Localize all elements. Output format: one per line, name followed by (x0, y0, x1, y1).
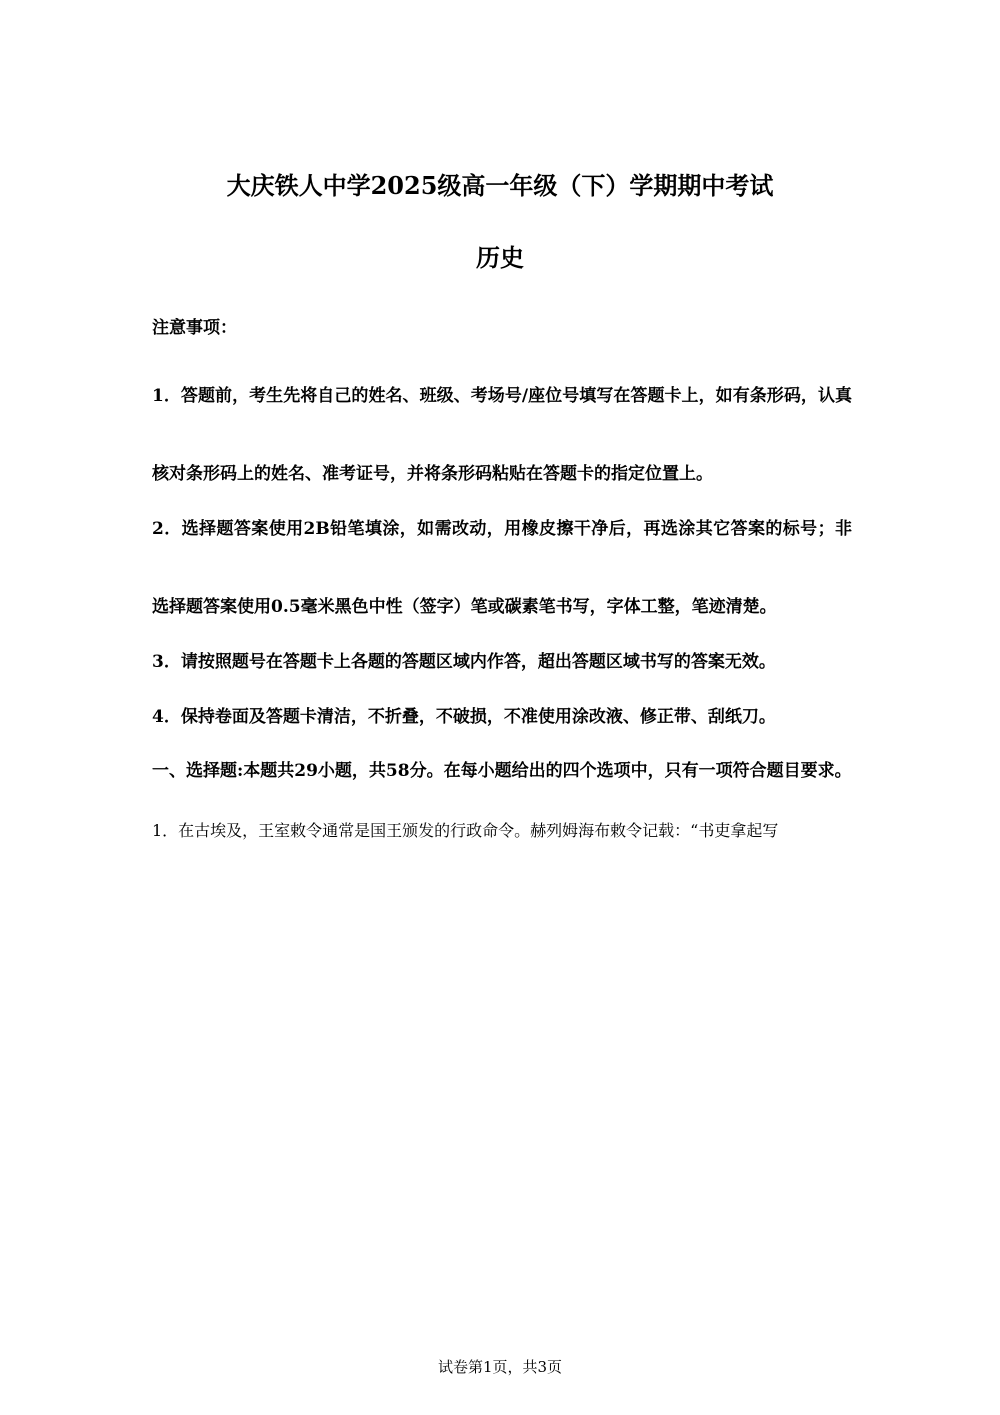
page-footer: 试卷第1页，共3页 (437, 1358, 563, 1376)
exam-body (152, 312, 852, 845)
notice-item-1: 1．答题前，考生先将自己的姓名、班级、考场号/座位号填写在答题卡上，如有条形码，认真核对条形码上的姓名、准考证号，并将条形码粘贴在答题卡的指定位置上。 (152, 386, 852, 484)
notice-heading: 注意事项： (152, 318, 237, 338)
notice-item-2: 2．选择题答案使用2B铅笔填涂，如需改动，用橡皮擦干净后，再选涂其它答案的标号；非选择题答案使用0.5毫米黑色中性（签字）笔或碳素笔书写，字体工整，笔迹清楚。 (152, 519, 852, 617)
section-one-heading: 一、选择题:本题共29小题，共58分。在每小题给出的四个选项中，只有一项符合题目要求。 (152, 761, 852, 781)
exam-subject: 历史 (476, 243, 524, 272)
notice-item-4: 4．保持卷面及答题卡清洁，不折叠，不破损，不准使用涂改液、修正带、刮纸刀。 (152, 707, 776, 727)
exam-title: 大庆铁人中学2025级高一年级（下）学期期中考试 (226, 171, 774, 200)
question-1: 1．在古埃及，王室敕令通常是国王颁发的行政命令。赫列姆海布敕令记载：“书吏拿起写 (152, 821, 779, 840)
notice-item-3: 3．请按照题号在答题卡上各题的答题区域内作答，超出答题区域书写的答案无效。 (152, 652, 776, 672)
